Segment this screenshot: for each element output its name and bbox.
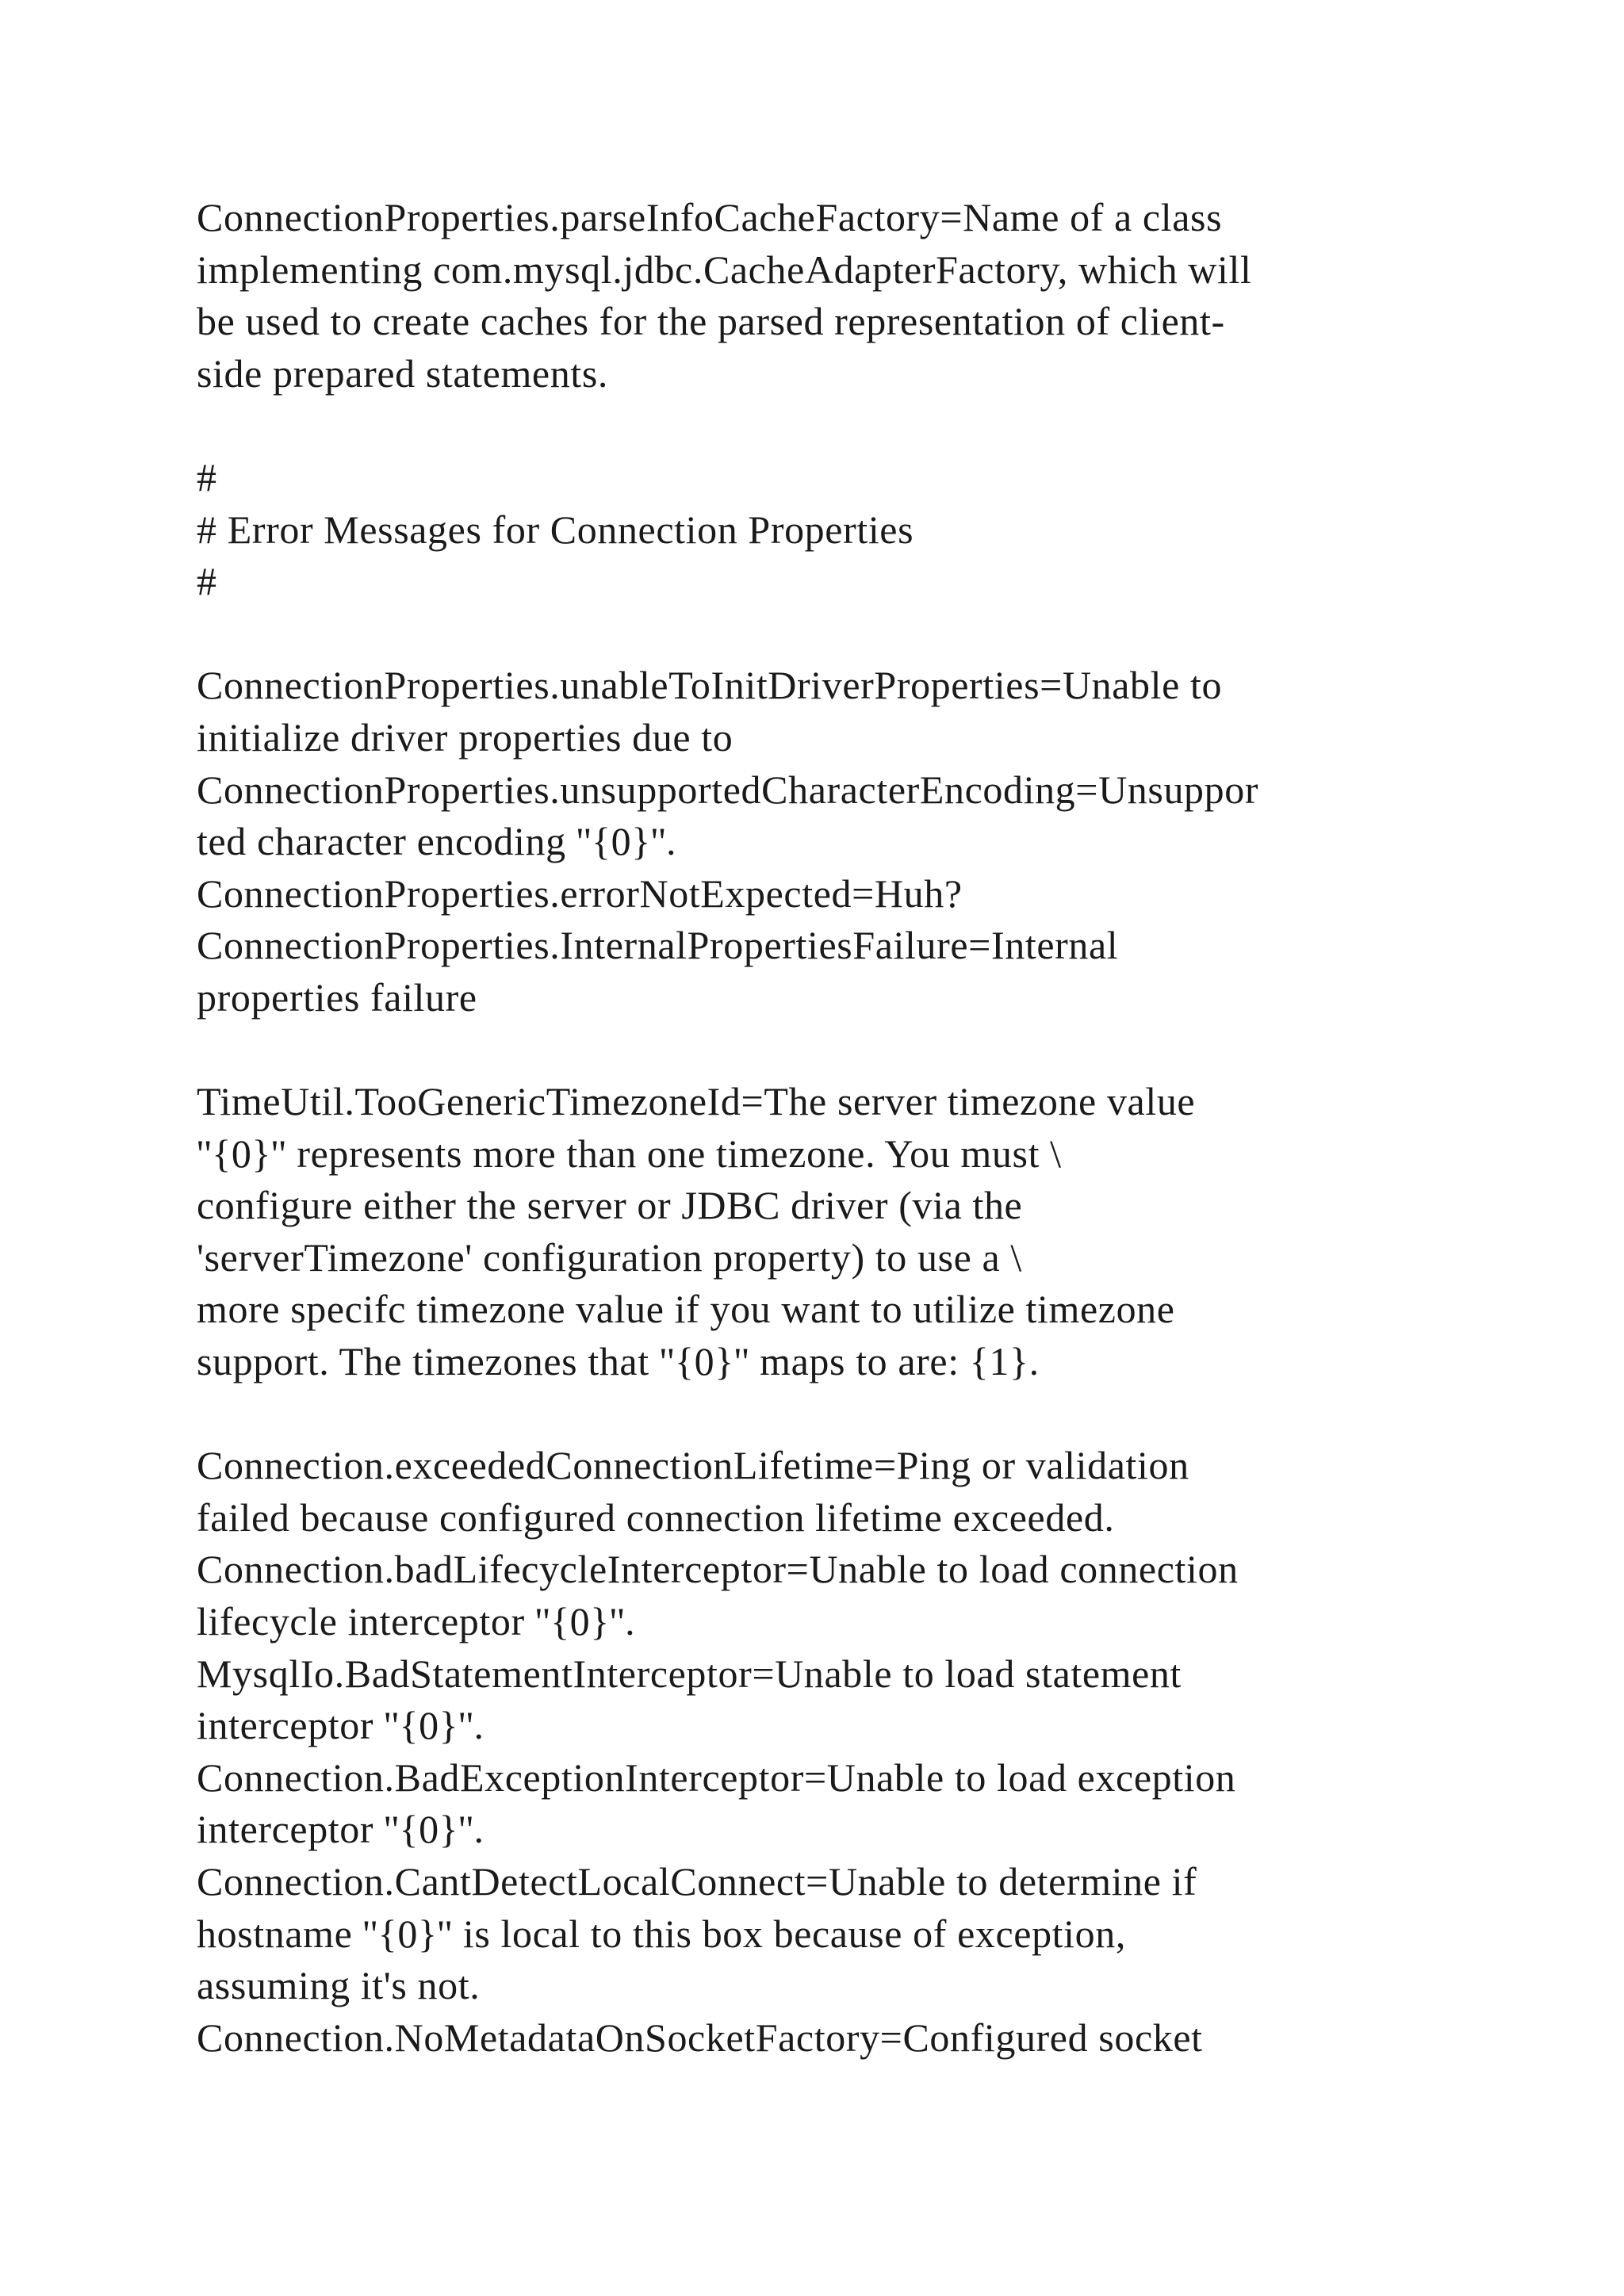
document-text (197, 192, 1497, 2064)
text-line: ConnectionProperties.parseInfoCacheFactory=Name of a class (197, 195, 1223, 239)
text-line: initialize driver properties due to (197, 714, 733, 760)
text-line: ConnectionProperties.unableToInitDriverProperties=Unable to (197, 663, 1223, 708)
text-line: assuming it's not. (197, 1963, 481, 2008)
text-line: more specifc timezone value if you want to utilize timezone (197, 1287, 1175, 1332)
text-line: Connection.CantDetectLocalConnect=Unable to determine if (197, 1859, 1197, 1904)
comment-line: # (197, 454, 217, 499)
text-line: properties failure (197, 974, 477, 1020)
text-line: implementing com.mysql.jdbc.CacheAdapterFactory, which will (197, 247, 1252, 292)
text-line: interceptor ''{0}''. (197, 1807, 485, 1852)
blank-line (197, 1388, 1497, 1441)
text-line: ConnectionProperties.unsupportedCharacterEncoding=Unsuppor (197, 767, 1259, 812)
text-line: ''{0}'' represents more than one timezone. You must \ (197, 1131, 1062, 1176)
text-line: support. The timezones that ''{0}'' maps to are: {1}. (197, 1339, 1040, 1384)
text-line: TimeUtil.TooGenericTimezoneId=The server timezone value (197, 1079, 1196, 1124)
blank-line (197, 1024, 1497, 1077)
text-line: hostname ''{0}'' is local to this box because of exception, (197, 1911, 1126, 1956)
text-line: interceptor ''{0}''. (197, 1703, 485, 1748)
text-line: 'serverTimezone' configuration property) to use a \ (197, 1234, 1022, 1280)
text-line: ConnectionProperties.InternalPropertiesFailure=Internal (197, 923, 1119, 968)
text-line: Connection.BadExceptionInterceptor=Unable to load exception (197, 1755, 1236, 1800)
text-line: be used to create caches for the parsed representation of client- (197, 299, 1225, 344)
text-line: Connection.NoMetadataOnSocketFactory=Configured socket (197, 2015, 1203, 2060)
section-heading: # Error Messages for Connection Properties (197, 507, 914, 552)
blank-line (197, 400, 1497, 452)
text-line: Connection.exceededConnectionLifetime=Ping or validation (197, 1443, 1189, 1488)
comment-line: # (197, 559, 217, 604)
text-line: MysqlIo.BadStatementInterceptor=Unable to load statement (197, 1651, 1182, 1696)
text-line: failed because configured connection lifetime exceeded. (197, 1494, 1115, 1540)
text-line: lifecycle interceptor ''{0}''. (197, 1599, 636, 1644)
text-line: ted character encoding ''{0}''. (197, 819, 677, 864)
blank-line (197, 608, 1497, 660)
text-line: Connection.badLifecycleInterceptor=Unable to load connection (197, 1547, 1239, 1592)
text-line: ConnectionProperties.errorNotExpected=Huh? (197, 871, 963, 916)
text-line: side prepared statements. (197, 350, 608, 396)
text-line: configure either the server or JDBC driver (via the (197, 1183, 1023, 1228)
